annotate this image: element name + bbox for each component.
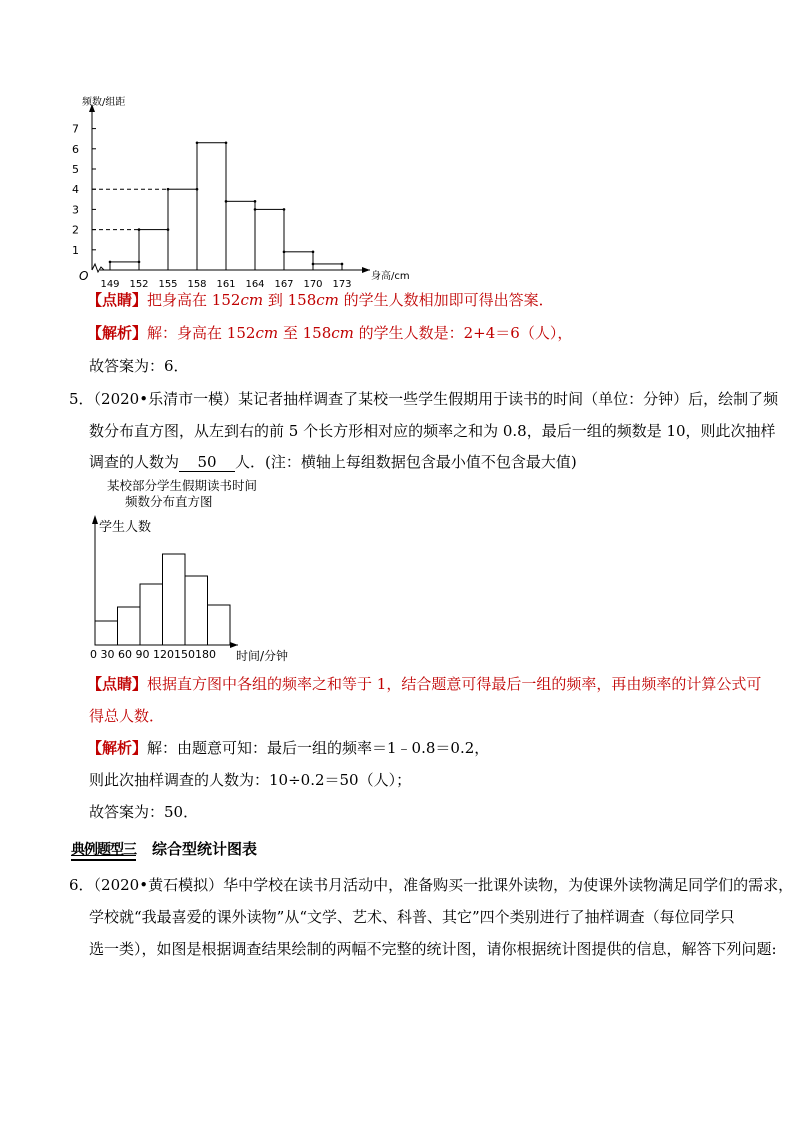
x-tick-label: 170 <box>303 279 323 288</box>
q6-line-2: 学校就“我最喜爱的课外读物”从“文学、艺术、科普、其它”四个类别进行了抽样调查（每位同学只 <box>89 908 735 926</box>
hint-tag: 【点睛】 <box>87 291 148 309</box>
bar-corner-dot <box>312 263 315 266</box>
bar-corner-dot <box>196 141 199 144</box>
bar <box>313 264 342 270</box>
bar <box>95 621 118 645</box>
x-tick-label: 173 <box>332 279 352 288</box>
x-tick-labels: 0 30 60 90 120150180 <box>90 648 216 661</box>
y-tick-label: 6 <box>72 142 79 156</box>
x-tick-label: 155 <box>158 279 178 288</box>
bar <box>118 607 141 645</box>
bar-corner-dot <box>225 141 228 144</box>
bar-corner-dot <box>283 251 286 254</box>
origin-label: O <box>79 269 89 283</box>
x-tick-label: 158 <box>187 279 207 288</box>
y-axis-arrow <box>92 515 98 524</box>
bar <box>255 209 284 270</box>
x-axis-arrow <box>230 642 238 648</box>
bar <box>168 189 197 270</box>
y-tick-label: 4 <box>72 183 79 197</box>
answer-blank: 50 <box>179 453 235 472</box>
q5-line-1: 5．（2020•乐清市一模）某记者抽样调查了某校一些学生假期用于读书的时间（单位：分钟）后，绘制了频 <box>69 390 779 408</box>
bar <box>110 262 139 270</box>
q5-solution-line-2: 则此次抽样调查的人数为：10÷0.2＝50（人）； <box>89 771 412 789</box>
q5-solution-line-1: 【解析】解：由题意可知：最后一组的频率＝1﹣0.8＝0.2， <box>87 739 490 757</box>
bar-corner-dot <box>167 188 170 191</box>
x-tick-label: 152 <box>129 279 149 288</box>
bar <box>197 143 226 270</box>
bar <box>139 230 168 270</box>
bar <box>208 605 231 645</box>
y-axis-label: 学生人数 <box>99 520 152 535</box>
bar <box>185 576 208 645</box>
x-tick-label: 149 <box>100 279 120 288</box>
y-tick-label: 2 <box>72 223 79 237</box>
chart2-title-line2: 频数分布直方图 <box>125 494 213 509</box>
height-histogram <box>60 88 440 288</box>
x-axis-arrow <box>362 267 370 273</box>
q4-solution: 【解析】解：身高在 152cm 至 158cm 的学生人数是：2+4＝6（人）， <box>87 324 573 342</box>
bar <box>163 554 186 645</box>
q6-line-1: 6．（2020•黄石模拟）华中学校在读书月活动中，准备购买一批课外读物，为使课外读物满足同学们的需求， <box>69 876 794 894</box>
q4-answer: 故答案为：6． <box>89 357 189 375</box>
bar <box>226 201 255 270</box>
x-tick-label: 164 <box>245 279 265 288</box>
bar <box>284 252 313 270</box>
section-title: 综合型统计图表 <box>152 840 258 858</box>
bar-corner-dot <box>341 263 344 266</box>
q4-hint: 【点睛】把身高在 152cm 到 158cm 的学生人数相加即可得出答案． <box>87 291 554 309</box>
section-badge: 典例题型三 <box>71 841 136 861</box>
q5-hint-line-2: 得总人数． <box>89 707 165 725</box>
chart2-title-line1: 某校部分学生假期读书时间 <box>107 478 258 493</box>
solution-tag: 【解析】 <box>87 739 148 757</box>
bar-corner-dot <box>225 200 228 203</box>
section-heading <box>71 840 257 861</box>
q5-line-3: 调查的人数为 50 人．(注：横轴上每组数据包含最小值不包含最大值) <box>89 453 577 471</box>
q5-line-2: 数分布直方图，从左到右的前 5 个长方形相对应的频率之和为 0.8，最后一组的频数是 10，则此次抽样 <box>89 422 776 440</box>
bar-corner-dot <box>254 200 257 203</box>
y-axis-label: 频数/组距 <box>82 97 126 108</box>
x-axis-label: 时间/分钟 <box>236 649 289 663</box>
solution-tag: 【解析】 <box>87 324 148 342</box>
bar-corner-dot <box>138 228 141 231</box>
bar-corner-dot <box>283 208 286 211</box>
bar <box>140 584 163 645</box>
y-tick-label: 7 <box>72 122 79 136</box>
x-tick-label: 161 <box>216 279 236 288</box>
x-tick-label: 167 <box>274 279 294 288</box>
x-axis-label: 身高/cm <box>371 271 410 282</box>
y-tick-label: 1 <box>72 243 79 257</box>
hint-tag: 【点睛】 <box>87 675 148 693</box>
y-tick-label: 3 <box>72 203 79 217</box>
q5-answer: 故答案为：50． <box>89 803 199 821</box>
y-tick-label: 5 <box>72 163 79 176</box>
bar-corner-dot <box>109 261 112 264</box>
bar-corner-dot <box>254 208 257 211</box>
bar-corner-dot <box>312 251 315 254</box>
q6-line-3: 选一类），如图是根据调查结果绘制的两幅不完整的统计图，请你根据统计图提供的信息，解答下列问题: <box>89 940 777 958</box>
reading-time-histogram <box>80 510 310 665</box>
axis-break-mark <box>92 264 104 272</box>
q5-hint-line-1: 【点睛】根据直方图中各组的频率之和等于 1，结合题意可得最后一组的频率，再由频率的计算公式可 <box>87 675 762 693</box>
